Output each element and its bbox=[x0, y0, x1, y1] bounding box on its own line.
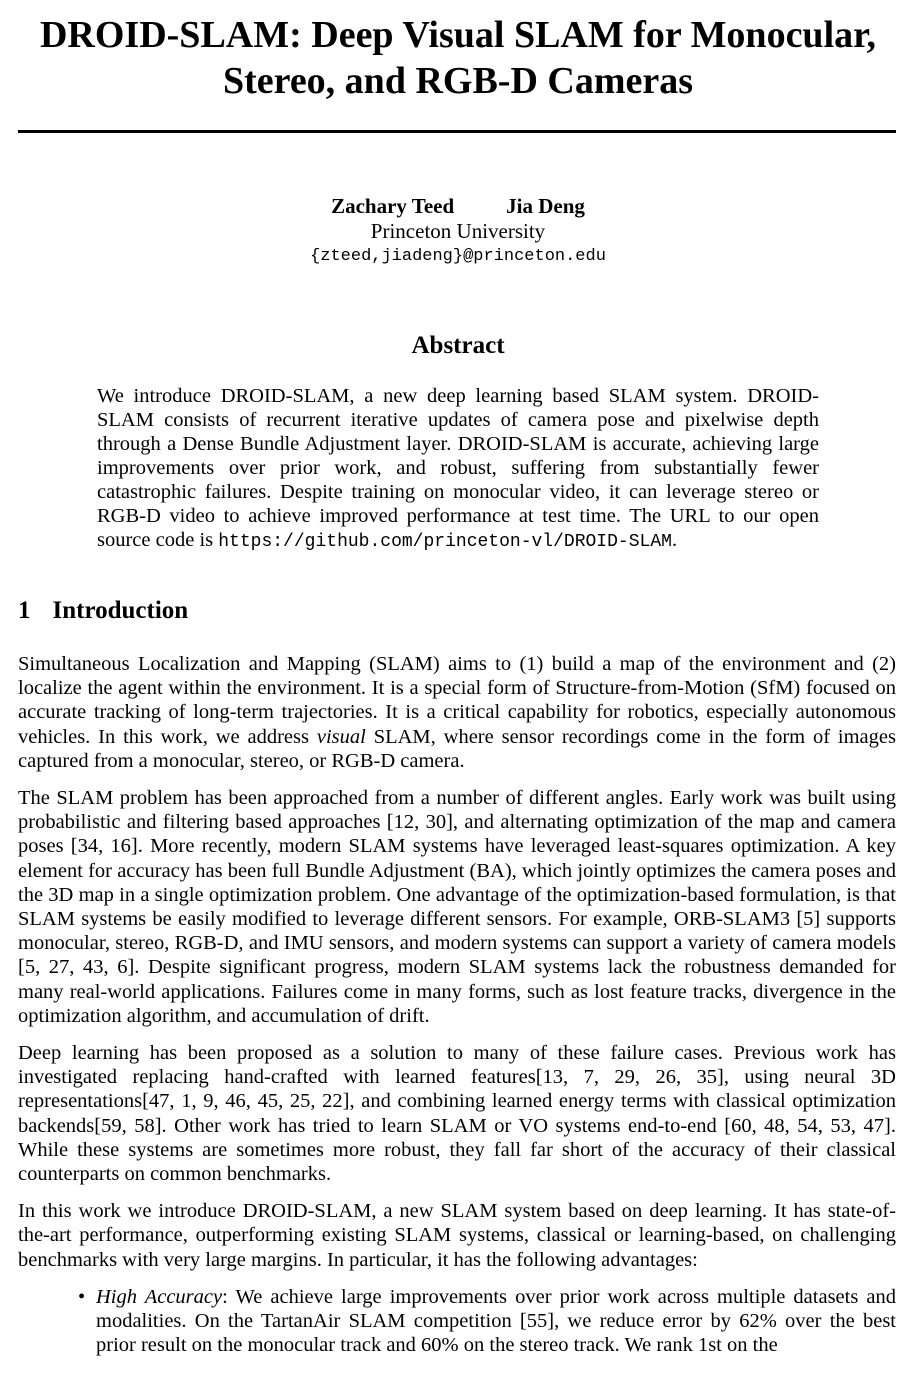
bullet-icon: • bbox=[78, 1285, 86, 1308]
title-line-2: Stereo, and RGB-D Cameras bbox=[222, 60, 694, 102]
abstract-body bbox=[97, 384, 819, 554]
paragraph: Deep learning has been proposed as a solution to many of these failure cases. Previous work has investigated replacing hand-crafted with learned features[13, 7, 29, 26, 35], using neural 3D representations[47, 1, 9, 46, 45, 25, 22], and combining learned energy terms with classical optimization backends[59, 58]. Other work has tried to learn SLAM or VO systems end-to-end [60, 48, 54, 53, 47]. While these systems are sometimes more robust, they fall far short of the accuracy of their classical counterparts on common benchmarks. bbox=[18, 1042, 896, 1186]
list-item-text: : We achieve large improvements over prior work across multiple datasets and modalities. On the TartanAir SLAM competition [55], we reduce error by 62% over the best prior result on the monocular track and 60% on the stereo track. We rank 1st on the bbox=[96, 1285, 897, 1357]
abstract-heading: Abstract bbox=[411, 332, 505, 359]
affiliation: Princeton University bbox=[370, 219, 546, 243]
emphasis-text: visual bbox=[316, 725, 366, 748]
section-title: Introduction bbox=[52, 597, 189, 624]
paragraph bbox=[18, 652, 896, 773]
list-item-label: High Accuracy bbox=[96, 1285, 223, 1308]
paper-title bbox=[0, 12, 916, 104]
paragraph: The SLAM problem has been approached from a number of different angles. Early work was built using probabilistic and filtering based approaches [12, 30], and alternating optimization of the map and camera poses [34, 16]. More recently, modern SLAM systems have leveraged least-squares optimization. A key element for accuracy has been full Bundle Adjustment (BA), which jointly optimizes the camera poses and the 3D map in a single optimization problem. One advantage of the optimization-based formulation, is that SLAM systems be easily modified to leverage different sensors. For example, ORB-SLAM3 [5] supports monocular, stereo, RGB-D, and IMU sensors, and modern systems can support a variety of camera models [5, 27, 43, 6]. Despite significant progress, modern SLAM systems lack the robustness demanded for many real-world applications. Failures come in many forms, such as lost feature tracks, divergence in the optimization algorithm, and accumulation of drift. bbox=[18, 787, 896, 1027]
author-block bbox=[0, 194, 916, 269]
code-url-link[interactable]: https://github.com/princeton-vl/DROID-SLAM bbox=[218, 532, 672, 552]
paragraph-text: Simultaneous Localization and Mapping (SLAM) aims to (1) build a map of the environment and (2) localize the agent within the environment. It is a special form of Structure-from-Motion (SfM) focused on accurate tracking of long-term trajectories. It is a critical capability for robotics, especially autonomous vehicles. In this work, we address bbox=[18, 653, 896, 748]
section-number: 1 bbox=[18, 597, 31, 624]
author-name: Jia Deng bbox=[506, 194, 585, 218]
title-rule bbox=[18, 130, 896, 133]
abstract-end: . bbox=[671, 529, 678, 551]
introduction-body bbox=[18, 652, 896, 1357]
paragraph: In this work we introduce DROID-SLAM, a new SLAM system based on deep learning. It has state-of-the-art performance, outperforming existing SLAM systems, classical or learning-based, on challenging benchmarks with very large margins. In particular, it has the following advantages: bbox=[18, 1200, 896, 1271]
author-name: Zachary Teed bbox=[331, 194, 455, 218]
abstract-text: We introduce DROID-SLAM, a new deep learning based SLAM system. DROID-SLAM consists of recurrent iterative updates of camera pose and pixelwise depth through a Dense Bundle Adjustment layer. DROID-SLAM is accurate, achieving large improvements over prior work, and robust, suffering from substantially fewer catastrophic failures. Despite training on monocular video, it can leverage stereo or RGB-D video to achieve improved performance at test time. The URL to our open source code is bbox=[97, 385, 819, 551]
author-names bbox=[0, 194, 916, 219]
list-item bbox=[78, 1285, 897, 1358]
title-line-1: DROID-SLAM: Deep Visual SLAM for Monocular, bbox=[39, 14, 877, 56]
paragraph-text: SLAM, where sensor recordings come in the form of images captured from a monocular, stereo, or RGB-D camera. bbox=[18, 725, 896, 772]
section-heading bbox=[18, 597, 188, 625]
author-email: {zteed,jiadeng}@princeton.edu bbox=[310, 247, 606, 266]
advantages-list bbox=[18, 1285, 896, 1358]
